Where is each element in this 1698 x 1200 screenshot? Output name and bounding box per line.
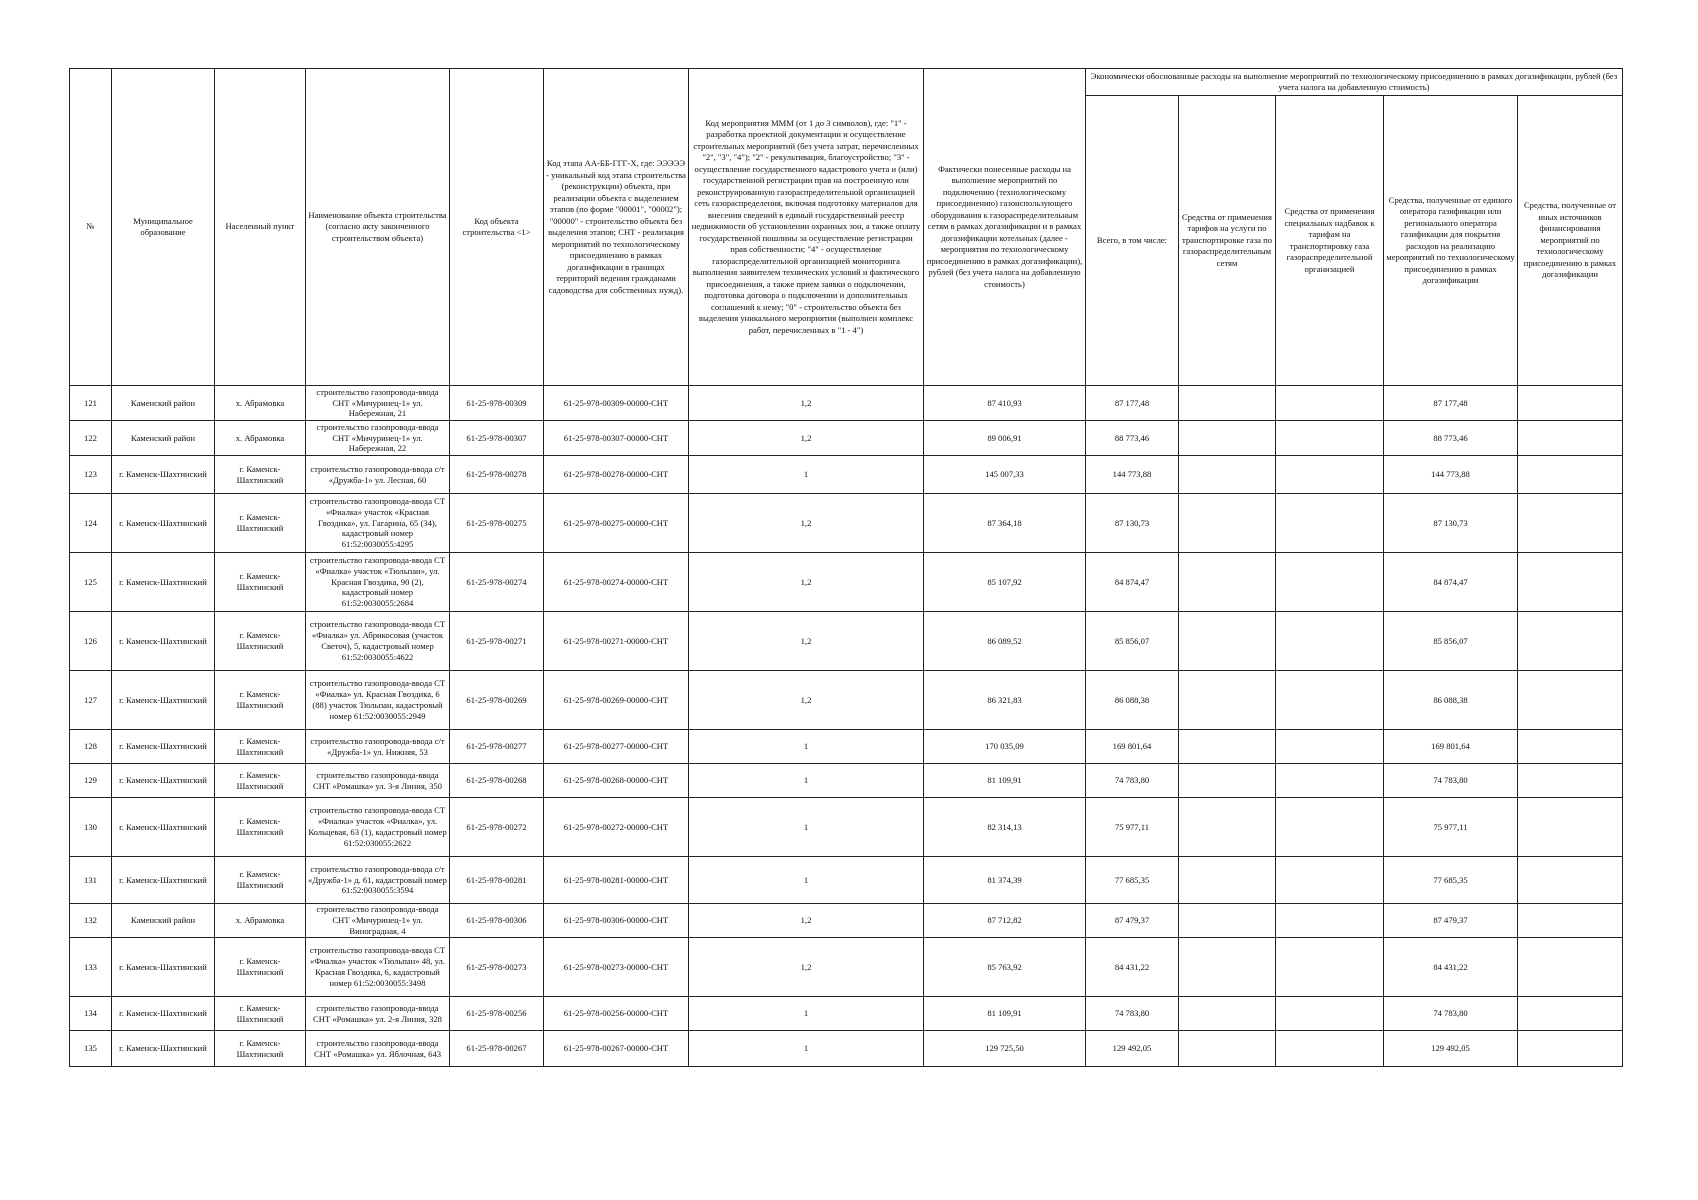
cell-tariff-funds: [1179, 671, 1276, 730]
cell-num: 130: [70, 798, 112, 857]
cell-other-funds: [1518, 671, 1623, 730]
cell-object-name: строительство газопровода-ввода СТ «Фиалка» участок «Тюльпан», ул. Красная Гвоздика, 90 (2), кадастровый номер 61:52:0030055:2684: [306, 553, 450, 612]
cell-num: 121: [70, 386, 112, 421]
cell-stage-code: 61-25-978-00272-00000-СНТ: [544, 798, 689, 857]
table-row: [70, 1031, 1623, 1067]
cell-settlement: х. Абрамовка: [215, 421, 306, 456]
cell-actual-costs: 82 314,13: [924, 798, 1086, 857]
cell-stage-code: 61-25-978-00273-00000-СНТ: [544, 938, 689, 997]
header-num: №: [70, 69, 112, 386]
cell-settlement: г. Каменск-Шахтинский: [215, 764, 306, 798]
cell-num: 127: [70, 671, 112, 730]
cell-object-code: 61-25-978-00269: [450, 671, 544, 730]
header-settlement: Населенный пункт: [215, 69, 306, 386]
cell-object-code: 61-25-978-00277: [450, 730, 544, 764]
cell-object-name: строительство газопровода-ввода СНТ «Ромашка» ул. 3-я Линия, 350: [306, 764, 450, 798]
cell-markup-funds: [1276, 421, 1384, 456]
table-row: [70, 764, 1623, 798]
cell-num: 134: [70, 997, 112, 1031]
cell-stage-code: 61-25-978-00268-00000-СНТ: [544, 764, 689, 798]
cell-operator-funds: 84 874,47: [1384, 553, 1518, 612]
cell-markup-funds: [1276, 386, 1384, 421]
cell-total: 84 431,22: [1086, 938, 1179, 997]
table-row: [70, 456, 1623, 494]
header-tariff-funds: Средства от применения тарифов на услуги по транспортировке газа по газораспределительным сетям: [1179, 96, 1276, 386]
cell-object-code: 61-25-978-00309: [450, 386, 544, 421]
cell-settlement: г. Каменск-Шахтинский: [215, 456, 306, 494]
cell-municipality: г. Каменск-Шахтинский: [112, 938, 215, 997]
cell-total: 85 856,07: [1086, 612, 1179, 671]
cell-stage-code: 61-25-978-00278-00000-СНТ: [544, 456, 689, 494]
cell-markup-funds: [1276, 764, 1384, 798]
cell-settlement: г. Каменск-Шахтинский: [215, 730, 306, 764]
table-row: [70, 421, 1623, 456]
cell-settlement: г. Каменск-Шахтинский: [215, 494, 306, 553]
cell-actual-costs: 81 109,91: [924, 997, 1086, 1031]
cell-tariff-funds: [1179, 386, 1276, 421]
cell-object-name: строительство газопровода-ввода СНТ «Мичуринец-1» ул. Виноградная, 4: [306, 904, 450, 938]
cell-settlement: г. Каменск-Шахтинский: [215, 798, 306, 857]
cell-activity-code: 1: [689, 764, 924, 798]
cell-num: 131: [70, 857, 112, 904]
table-row: [70, 938, 1623, 997]
cell-municipality: г. Каменск-Шахтинский: [112, 1031, 215, 1067]
cell-object-code: 61-25-978-00306: [450, 904, 544, 938]
cell-other-funds: [1518, 612, 1623, 671]
table-row: [70, 857, 1623, 904]
header-actual-costs: Фактически понесенные расходы на выполнение мероприятий по подключению (технологическому присоединению) газоиспользующего оборудования к газораспределительным сетям в рамках догазификации и в рамках догазификации котельных (далее - мероприятия по технологическому присоединению в рамках догазификации), рублей (без учета налога на добавленную стоимость): [924, 69, 1086, 386]
cell-settlement: г. Каменск-Шахтинский: [215, 938, 306, 997]
cell-stage-code: 61-25-978-00306-00000-СНТ: [544, 904, 689, 938]
cell-operator-funds: 144 773,88: [1384, 456, 1518, 494]
cell-other-funds: [1518, 798, 1623, 857]
cell-operator-funds: 84 431,22: [1384, 938, 1518, 997]
cell-tariff-funds: [1179, 857, 1276, 904]
cell-num: 135: [70, 1031, 112, 1067]
cell-municipality: г. Каменск-Шахтинский: [112, 456, 215, 494]
cell-stage-code: 61-25-978-00267-00000-СНТ: [544, 1031, 689, 1067]
cell-stage-code: 61-25-978-00307-00000-СНТ: [544, 421, 689, 456]
cell-municipality: г. Каменск-Шахтинский: [112, 798, 215, 857]
cell-settlement: г. Каменск-Шахтинский: [215, 1031, 306, 1067]
cell-markup-funds: [1276, 612, 1384, 671]
cell-stage-code: 61-25-978-00269-00000-СНТ: [544, 671, 689, 730]
cell-operator-funds: 85 856,07: [1384, 612, 1518, 671]
cell-object-code: 61-25-978-00307: [450, 421, 544, 456]
cell-markup-funds: [1276, 904, 1384, 938]
cell-other-funds: [1518, 730, 1623, 764]
cell-other-funds: [1518, 1031, 1623, 1067]
cell-object-name: строительство газопровода-ввода СНТ «Ромашка» ул. Яблочная, 643: [306, 1031, 450, 1067]
table-row: [70, 798, 1623, 857]
cell-total: 84 874,47: [1086, 553, 1179, 612]
header-municipality: Муниципальное образование: [112, 69, 215, 386]
table-row: [70, 904, 1623, 938]
cell-municipality: г. Каменск-Шахтинский: [112, 730, 215, 764]
cell-activity-code: 1,2: [689, 904, 924, 938]
cell-settlement: г. Каменск-Шахтинский: [215, 612, 306, 671]
cell-markup-funds: [1276, 671, 1384, 730]
cell-total: 87 130,73: [1086, 494, 1179, 553]
cell-markup-funds: [1276, 1031, 1384, 1067]
cell-tariff-funds: [1179, 764, 1276, 798]
cell-other-funds: [1518, 494, 1623, 553]
cell-num: 126: [70, 612, 112, 671]
cell-municipality: г. Каменск-Шахтинский: [112, 494, 215, 553]
table-header: [70, 69, 1623, 386]
cell-operator-funds: 88 773,46: [1384, 421, 1518, 456]
cell-operator-funds: 74 783,80: [1384, 997, 1518, 1031]
cell-total: 87 177,48: [1086, 386, 1179, 421]
cell-markup-funds: [1276, 798, 1384, 857]
header-stage-code: Код этапа АА-ББ-ГГГ-Х, где: ЭЭЭЭЭ - уникальный код этапа строительства (реконструкции) объекта, при реализации объекта с выделением этапов (по форме "00001", "00002"); "00000" - строительство объекта без выделения этапов; СНТ - реализация мероприятий по технологическому присоединению в рамках догазификации в границах территорий ведения гражданами садоводства для собственных нужд).: [544, 69, 689, 386]
table-row: [70, 730, 1623, 764]
cell-municipality: г. Каменск-Шахтинский: [112, 671, 215, 730]
cell-total: 86 088,38: [1086, 671, 1179, 730]
cell-tariff-funds: [1179, 1031, 1276, 1067]
cell-object-name: строительство газопровода-ввода с/т «Дружба-1» д. 61, кадастровый номер 61:52:0030055:3594: [306, 857, 450, 904]
cell-actual-costs: 81 109,91: [924, 764, 1086, 798]
cell-object-name: строительство газопровода-ввода СТ «Фиалка» участок «Фиалка», ул. Кольцевая, 63 (1), кадастровый номер 61:52:030055:2622: [306, 798, 450, 857]
cell-activity-code: 1: [689, 798, 924, 857]
cell-actual-costs: 170 035,09: [924, 730, 1086, 764]
cell-activity-code: 1: [689, 857, 924, 904]
cell-total: 88 773,46: [1086, 421, 1179, 456]
table-row: [70, 671, 1623, 730]
cell-activity-code: 1: [689, 1031, 924, 1067]
cell-settlement: г. Каменск-Шахтинский: [215, 553, 306, 612]
cell-total: 144 773,88: [1086, 456, 1179, 494]
cell-other-funds: [1518, 857, 1623, 904]
cell-num: 133: [70, 938, 112, 997]
cell-actual-costs: 81 374,39: [924, 857, 1086, 904]
cell-object-name: строительство газопровода-ввода СТ «Фиалка» ул. Абрикосовая (участок Светоч), 5, кадастровый номер 61:52:0030055:4622: [306, 612, 450, 671]
header-activity-code: Код мероприятия МММ (от 1 до 3 символов), где: "1" - разработка проектной документации и осуществление строительных мероприятий (без учета затрат, перечисленных "2", "3", "4"); "2" - рекультивация, благоустройство; "3" - осуществление государственного кадастрового учета и (или) государственной регистрации прав на построенную или реконструированную газораспределительной организацией сеть газораспределения, включая подготовку материалов для внесения сведений в единый государственный реестр недвижимости об установлении охранных зон, а также оплату государственной пошлины за осуществление регистрации прав собственности; "4" - осуществление газораспределительной организацией мониторинга выполнения заявителем технических условий и фактического присоединения, а также прием заявки о подключении, подготовка договора о подключении и дополнительных соглашений к нему; "0" - строительство объекта без выделения уникального мероприятия (выполнен комплекс работ, перечисленных в "1 - 4"): [689, 69, 924, 386]
cell-object-code: 61-25-978-00275: [450, 494, 544, 553]
cell-total: 74 783,80: [1086, 764, 1179, 798]
cell-operator-funds: 169 801,64: [1384, 730, 1518, 764]
cell-other-funds: [1518, 386, 1623, 421]
cell-operator-funds: 87 130,73: [1384, 494, 1518, 553]
cell-settlement: г. Каменск-Шахтинский: [215, 997, 306, 1031]
cell-object-name: строительство газопровода-ввода с/т «Дружба-1» ул. Лесная, 60: [306, 456, 450, 494]
cell-total: 75 977,11: [1086, 798, 1179, 857]
cell-num: 129: [70, 764, 112, 798]
table-row: [70, 386, 1623, 421]
cell-other-funds: [1518, 553, 1623, 612]
cell-operator-funds: 75 977,11: [1384, 798, 1518, 857]
cell-tariff-funds: [1179, 553, 1276, 612]
cell-municipality: г. Каменск-Шахтинский: [112, 553, 215, 612]
cell-object-code: 61-25-978-00268: [450, 764, 544, 798]
cell-actual-costs: 87 712,82: [924, 904, 1086, 938]
cell-markup-funds: [1276, 494, 1384, 553]
cell-object-code: 61-25-978-00273: [450, 938, 544, 997]
cell-num: 132: [70, 904, 112, 938]
cell-settlement: х. Абрамовка: [215, 904, 306, 938]
cell-markup-funds: [1276, 857, 1384, 904]
cell-operator-funds: 77 685,35: [1384, 857, 1518, 904]
cell-tariff-funds: [1179, 904, 1276, 938]
table-row: [70, 612, 1623, 671]
cell-markup-funds: [1276, 730, 1384, 764]
cell-actual-costs: 89 006,91: [924, 421, 1086, 456]
cell-settlement: г. Каменск-Шахтинский: [215, 671, 306, 730]
cell-stage-code: 61-25-978-00274-00000-СНТ: [544, 553, 689, 612]
cell-municipality: Каменский район: [112, 904, 215, 938]
cell-municipality: Каменский район: [112, 386, 215, 421]
cell-activity-code: 1: [689, 730, 924, 764]
cell-markup-funds: [1276, 938, 1384, 997]
header-econ-group: Экономически обоснованные расходы на выполнение мероприятий по технологическому присоединению в рамках догазификации, рублей (без учета налога на добавленную стоимость): [1086, 69, 1623, 96]
cell-object-name: строительство газопровода-ввода СТ «Фиалка» ул. Красная Гвоздика, 6 (88) участок Тюльпан, кадастровый номер 61:52:0030055:2949: [306, 671, 450, 730]
cell-activity-code: 1,2: [689, 671, 924, 730]
cell-num: 123: [70, 456, 112, 494]
cell-markup-funds: [1276, 553, 1384, 612]
cell-tariff-funds: [1179, 456, 1276, 494]
table-row: [70, 997, 1623, 1031]
cell-activity-code: 1,2: [689, 938, 924, 997]
cell-activity-code: 1,2: [689, 386, 924, 421]
report-table: [69, 68, 1623, 1067]
cell-num: 125: [70, 553, 112, 612]
cell-actual-costs: 145 007,33: [924, 456, 1086, 494]
cell-total: 77 685,35: [1086, 857, 1179, 904]
cell-stage-code: 61-25-978-00309-00000-СНТ: [544, 386, 689, 421]
cell-settlement: г. Каменск-Шахтинский: [215, 857, 306, 904]
cell-object-name: строительство газопровода-ввода с/т «Дружба-1» ул. Нижняя, 53: [306, 730, 450, 764]
cell-stage-code: 61-25-978-00275-00000-СНТ: [544, 494, 689, 553]
cell-object-name: строительство газопровода-ввода СТ «Фиалка» участок «Красная Гвоздика», ул. Гагарина, 65 (34), кадастровый номер 61:52:0030055:4295: [306, 494, 450, 553]
cell-municipality: г. Каменск-Шахтинский: [112, 612, 215, 671]
cell-actual-costs: 129 725,50: [924, 1031, 1086, 1067]
cell-object-code: 61-25-978-00274: [450, 553, 544, 612]
cell-tariff-funds: [1179, 494, 1276, 553]
cell-tariff-funds: [1179, 421, 1276, 456]
cell-object-code: 61-25-978-00281: [450, 857, 544, 904]
cell-municipality: г. Каменск-Шахтинский: [112, 997, 215, 1031]
cell-object-code: 61-25-978-00272: [450, 798, 544, 857]
header-markup-funds: Средства от применения специальных надбавок к тарифам на транспортировку газа газораспределительной организацией: [1276, 96, 1384, 386]
header-other-funds: Средства, полученные от иных источников финансирования мероприятий по технологическому присоединению в рамках догазификации: [1518, 96, 1623, 386]
cell-stage-code: 61-25-978-00271-00000-СНТ: [544, 612, 689, 671]
cell-markup-funds: [1276, 997, 1384, 1031]
cell-activity-code: 1,2: [689, 553, 924, 612]
cell-actual-costs: 85 107,92: [924, 553, 1086, 612]
header-total: Всего, в том числе:: [1086, 96, 1179, 386]
cell-municipality: г. Каменск-Шахтинский: [112, 764, 215, 798]
cell-object-name: строительство газопровода-ввода СНТ «Ромашка» ул. 2-я Линия, 328: [306, 997, 450, 1031]
cell-operator-funds: 86 088,38: [1384, 671, 1518, 730]
cell-settlement: х. Абрамовка: [215, 386, 306, 421]
table-row: [70, 553, 1623, 612]
cell-object-name: строительство газопровода-ввода СНТ «Мичуринец-1» ул. Набережная, 21: [306, 386, 450, 421]
cell-markup-funds: [1276, 456, 1384, 494]
cell-tariff-funds: [1179, 997, 1276, 1031]
cell-stage-code: 61-25-978-00281-00000-СНТ: [544, 857, 689, 904]
cell-total: 87 479,37: [1086, 904, 1179, 938]
cell-municipality: г. Каменск-Шахтинский: [112, 857, 215, 904]
table-row: [70, 494, 1623, 553]
cell-operator-funds: 87 177,48: [1384, 386, 1518, 421]
cell-other-funds: [1518, 938, 1623, 997]
header-object-name: Наименование объекта строительства (согласно акту законченного строительством объекта): [306, 69, 450, 386]
header-object-code: Код объекта строительства <1>: [450, 69, 544, 386]
cell-total: 169 801,64: [1086, 730, 1179, 764]
cell-actual-costs: 87 410,93: [924, 386, 1086, 421]
cell-other-funds: [1518, 764, 1623, 798]
cell-actual-costs: 87 364,18: [924, 494, 1086, 553]
cell-activity-code: 1: [689, 997, 924, 1031]
document-sheet: [69, 68, 1623, 1067]
cell-num: 124: [70, 494, 112, 553]
cell-object-code: 61-25-978-00271: [450, 612, 544, 671]
cell-num: 128: [70, 730, 112, 764]
cell-activity-code: 1: [689, 456, 924, 494]
cell-object-code: 61-25-978-00278: [450, 456, 544, 494]
cell-other-funds: [1518, 904, 1623, 938]
cell-operator-funds: 87 479,37: [1384, 904, 1518, 938]
cell-object-code: 61-25-978-00267: [450, 1031, 544, 1067]
cell-activity-code: 1,2: [689, 612, 924, 671]
header-operator-funds: Средства, полученные от единого оператора газификации или регионального оператора газификации для покрытия расходов на реализацию мероприятий по технологическому присоединению в рамках догазификации: [1384, 96, 1518, 386]
cell-other-funds: [1518, 456, 1623, 494]
cell-municipality: Каменский район: [112, 421, 215, 456]
cell-tariff-funds: [1179, 612, 1276, 671]
cell-operator-funds: 74 783,80: [1384, 764, 1518, 798]
cell-object-code: 61-25-978-00256: [450, 997, 544, 1031]
cell-num: 122: [70, 421, 112, 456]
cell-other-funds: [1518, 997, 1623, 1031]
cell-activity-code: 1,2: [689, 494, 924, 553]
cell-object-name: строительство газопровода-ввода СНТ «Мичуринец-1» ул. Набережная, 22: [306, 421, 450, 456]
cell-tariff-funds: [1179, 938, 1276, 997]
cell-actual-costs: 85 763,92: [924, 938, 1086, 997]
table-body: [70, 386, 1623, 1067]
cell-total: 129 492,05: [1086, 1031, 1179, 1067]
cell-tariff-funds: [1179, 798, 1276, 857]
cell-operator-funds: 129 492,05: [1384, 1031, 1518, 1067]
cell-actual-costs: 86 089,52: [924, 612, 1086, 671]
cell-total: 74 783,80: [1086, 997, 1179, 1031]
cell-stage-code: 61-25-978-00277-00000-СНТ: [544, 730, 689, 764]
cell-activity-code: 1,2: [689, 421, 924, 456]
cell-object-name: строительство газопровода-ввода СТ «Фиалка» участок «Тюльпан» 48, ул. Красная Гвоздика, 6, кадастровый номер 61:52:0030055:3498: [306, 938, 450, 997]
cell-tariff-funds: [1179, 730, 1276, 764]
cell-other-funds: [1518, 421, 1623, 456]
cell-actual-costs: 86 321,83: [924, 671, 1086, 730]
cell-stage-code: 61-25-978-00256-00000-СНТ: [544, 997, 689, 1031]
